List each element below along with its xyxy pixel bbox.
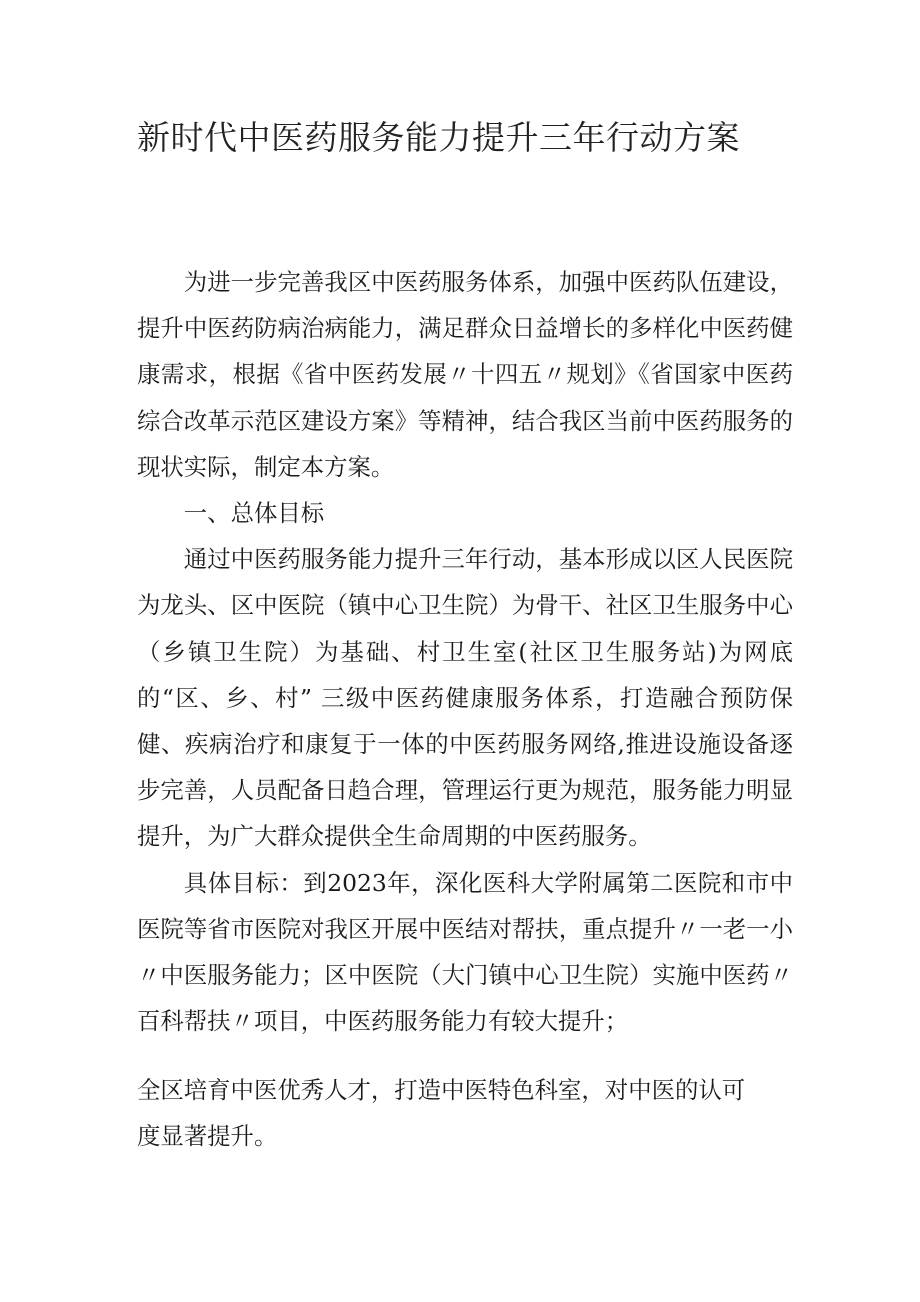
document-tail [137, 1067, 757, 1159]
intro-paragraph: 为进一步完善我区中医药服务体系，加强中医药队伍建设，提升中医药防病治病能力，满足群众日益增长的多样化中医药健康需求，根据《省中医药发展〃十四五〃规划》《省国家中医药综合改革示范区建设方案》等精神，结合我区当前中医药服务的现状实际，制定本方案。 [137, 268, 793, 481]
tail-line-2: 度显著提升。 [137, 1122, 278, 1150]
tail-line-1: 全区培育中医优秀人才，打造中医特色科室，对中医的认可 [137, 1076, 746, 1104]
overall-goal-paragraph: 通过中医药服务能力提升三年行动，基本形成以区人民医院为龙头、区中医院（镇中心卫生院）为骨干、社区卫生服务中心（乡镇卫生院）为基础、村卫生室(社区卫生服务站)为网底的“区、乡、村” 三级中医药健康服务体系，打造融合预防保健、疾病治疗和康复于一体的中医药服务网络,推进设施设备逐步完善，人员配备日趋合理，管理运行更为规范，服务能力明显提升，为广大群众提供全生命周期的中医药服务。 [137, 545, 793, 851]
document-title: 新时代中医药服务能力提升三年行动方案 [137, 118, 740, 157]
document-body [137, 259, 793, 1044]
specific-goal-paragraph: 具体目标：到2023年，深化医科大学附属第二医院和市中医院等省市医院对我区开展中医结对帮扶，重点提升〃一老一小〃中医服务能力；区中医院（大门镇中心卫生院）实施中医药〃百科帮扶〃项目，中医药服务能力有较大提升； [137, 868, 793, 1036]
section-heading-overall-goal: 一、总体目标 [183, 499, 325, 528]
